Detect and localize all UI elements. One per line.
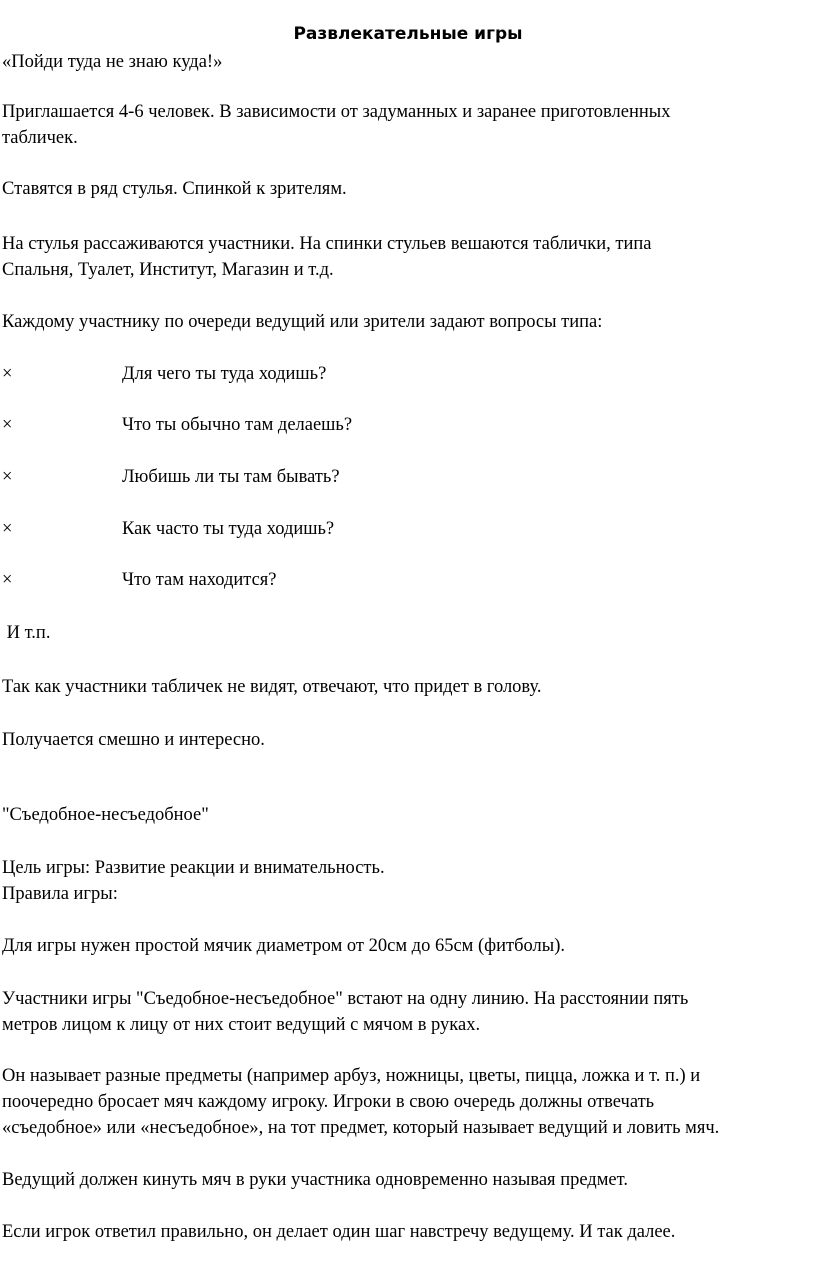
game2-paragraph-1: Для игры нужен простой мячик диаметром от 20см до 65см (фитболы). [2,936,566,956]
bullet-marker: × [2,364,13,384]
bullet-marker: × [2,570,13,590]
game2-paragraph-4: Ведущий должен кинуть мяч в руки участника одновременно называя предмет. [2,1170,628,1190]
question-item-3: Любишь ли ты там бывать? [122,467,340,487]
game1-paragraph-1-line-1: Приглашается 4-6 человек. В зависимости от задуманных и заранее приготовленных [2,102,671,122]
game1-paragraph-1-line-2: табличек. [2,128,78,148]
game1-paragraph-3-line-2: Спальня, Туалет, Институт, Магазин и т.д. [2,260,334,280]
bullet-marker: × [2,519,13,539]
question-item-5: Что там находится? [122,570,277,590]
game2-paragraph-2-line-2: метров лицом к лицу от них стоит ведущий с мячом в руках. [2,1015,481,1035]
question-item-1: Для чего ты туда ходишь? [122,364,327,384]
game1-etc: И т.п. [2,623,51,643]
game2-paragraph-3-line-3: «съедобное» или «несъедобное», на тот предмет, который называет ведущий и ловить мяч. [2,1118,720,1138]
bullet-marker: × [2,415,13,435]
game1-paragraph-4: Каждому участнику по очереди ведущий или зрители задают вопросы типа: [2,312,603,332]
bullet-marker: × [2,467,13,487]
document-title: Развлекательные игры [293,24,523,44]
game2-paragraph-5: Если игрок ответил правильно, он делает один шаг навстречу ведущему. И так далее. [2,1222,676,1242]
question-item-4: Как часто ты туда ходишь? [122,519,335,539]
game2-paragraph-3-line-2: поочередно бросает мяч каждому игроку. Игроки в свою очередь должны отвечать [2,1092,655,1112]
game2-paragraph-3-line-1: Он называет разные предметы (например арбуз, ножницы, цветы, пицца, ложка и т. п.) и [2,1066,701,1086]
game1-name: «Пойди туда не знаю куда!» [2,52,223,72]
game2-goal: Цель игры: Развитие реакции и внимательность. [2,858,385,878]
game2-rules-label: Правила игры: [2,884,118,904]
game1-paragraph-5: Так как участники табличек не видят, отвечают, что придет в голову. [2,677,542,697]
game1-paragraph-3-line-1: На стулья рассаживаются участники. На спинки стульев вешаются таблички, типа [2,234,652,254]
game1-paragraph-2: Ставятся в ряд стулья. Спинкой к зрителям. [2,179,347,199]
game1-paragraph-6: Получается смешно и интересно. [2,730,265,750]
game2-paragraph-2-line-1: Участники игры "Съедобное-несъедобное" встают на одну линию. На расстоянии пять [2,989,689,1009]
question-item-2: Что ты обычно там делаешь? [122,415,353,435]
game2-name: "Съедобное-несъедобное" [2,805,209,825]
